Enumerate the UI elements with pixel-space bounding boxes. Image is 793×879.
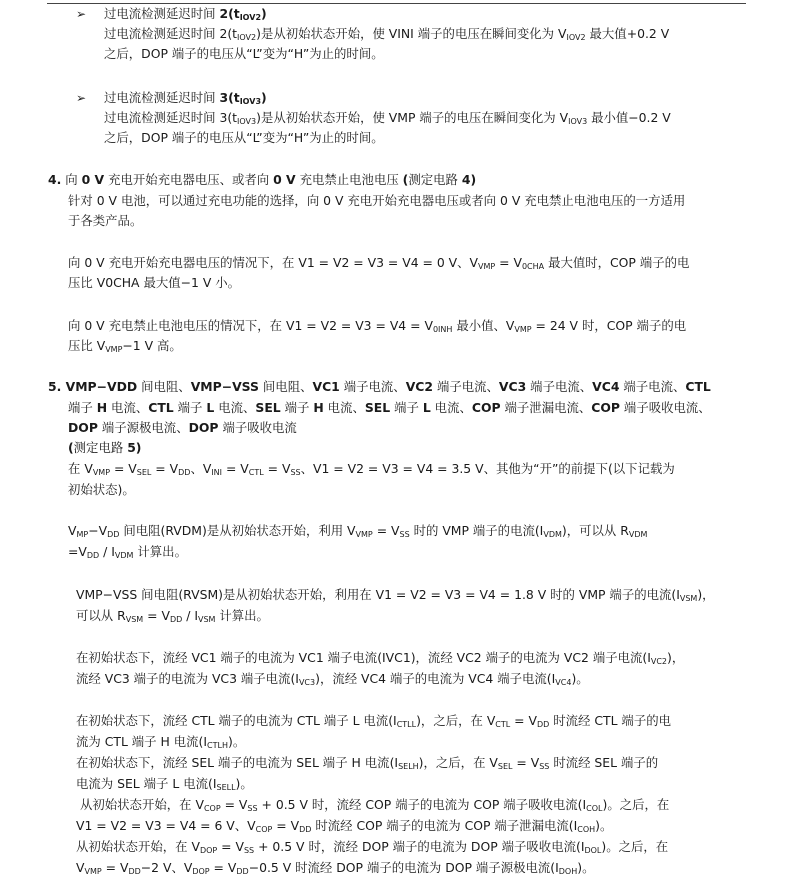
heading-run: L [422, 400, 431, 415]
heading-run: 端子 [173, 400, 207, 415]
bullet-text-line: 之后，DOP 端子的电压从“L”变为“H”为止的时间。 [104, 46, 384, 61]
heading-run: 端子吸收电流 [218, 420, 297, 435]
heading-run: 5. VMP−VDD [48, 379, 138, 394]
bullet-text-line: 过电流检测延迟时间 $3(t_{IOV3})$是从初始状态开始，使 VMP 端子的电压在瞬间变化为 $V_{IOV3}$ 最小值−0.2 V [104, 110, 671, 126]
paragraph-line: $=V_{DD} / I_{VDM}$ 计算出。 [68, 544, 187, 560]
bullet-title: 过电流检测延迟时间 $2(t_{IOV2})$ [104, 6, 267, 22]
paragraph-line: 流为 CTL 端子 H 电流$(I_{CTLH})$。 [76, 734, 246, 750]
heading-run: 电流、 [430, 400, 472, 415]
heading-run: 端子电流、 [619, 379, 686, 394]
paragraph-line: 在 $V_{VMP} = V_{SEL} = V_{DD}$、$V_{INI} = V_{CTL} = V_{SS}$、V1 = V2 = V3 = V4 = 3.5 V、其他为“开”的前提下(以下记载为 [68, 461, 675, 477]
heading-run: DOP [68, 420, 98, 435]
section-4-heading: 4. 向 0 V 充电开始充电器电压、或者向 0 V 充电禁止电池电压 (测定电路 4) [48, 172, 477, 187]
heading-run: VC1 [312, 379, 340, 394]
heading-run: H [96, 400, 108, 415]
heading-run: 端子电流、 [433, 379, 499, 394]
heading-run: VC2 [405, 379, 434, 394]
heading-run: CTL [685, 379, 711, 394]
arrow-bullet-icon: ➢ [76, 91, 87, 105]
heading-run: 端子 [68, 400, 97, 415]
heading-run: 端子泄漏电流、 [500, 400, 592, 415]
section-5-heading-line-3 [68, 418, 297, 438]
paragraph-line: 初始状态)。 [68, 482, 135, 497]
paragraph-line: $V_{VMP} = V_{DD}-2$ V、$V_{DOP} = V_{DD}-0.5$ V 时流经 DOP 端子的电流为 DOP 端子源极电流$(I_{DOH})$。 [76, 860, 595, 876]
heading-run: H [313, 400, 324, 415]
bullet-text-line: 过电流检测延迟时间 $2(t_{IOV2})$是从初始状态开始，使 VINI 端子的电压在瞬间变化为 $V_{IOV2}$ 最大值+0.2 V [104, 26, 670, 42]
heading-run: VMP−VSS [190, 379, 259, 394]
bullet-title: 过电流检测延迟时间 $3(t_{IOV3})$ [104, 90, 267, 106]
heading-run: 端子吸收电流、 [619, 400, 711, 415]
paragraph-line: 在初始状态下，流经 SEL 端子的电流为 SEL 端子 H 电流$(I_{SELH})$，之后，在 $V_{SEL} = V_{SS}$ 时流经 SEL 端子的 [76, 755, 659, 771]
paragraph-line: 针对 0 V 电池，可以通过充电功能的选择，向 0 V 充电开始充电器电压或者向 0 V 充电禁止电池电压的一方适用 [68, 193, 686, 208]
paragraph-line: 压比 $V_{VMP}-1$ V 高。 [68, 338, 182, 354]
bullet-text-line: 之后，DOP 端子的电压从“L”变为“H”为止的时间。 [104, 130, 384, 145]
heading-run: 电流、 [323, 400, 365, 415]
heading-run: L [206, 400, 215, 415]
heading-run: SEL [364, 400, 391, 415]
heading-run: 端子 [280, 400, 314, 415]
paragraph-line: 在初始状态下，流经 CTL 端子的电流为 CTL 端子 L 电流$(I_{CTLL})$，之后，在 $V_{CTL} = V_{DD}$ 时流经 CTL 端子的电 [76, 713, 671, 729]
paragraph-line: 于各类产品。 [68, 213, 143, 228]
section-5-heading-line-2 [68, 398, 711, 418]
heading-run: 端子电流、 [526, 379, 593, 394]
paragraph-line: $V_{MP}-V_{DD}$ 间电阻(RVDM)是从初始状态开始，利用 $V_{VMP} = V_{SS}$ 时的 VMP 端子的电流$(I_{VDM})$，可以从 $R_{VDM}$ [68, 523, 648, 539]
heading-run: COP [471, 400, 501, 415]
heading-run: SEL [255, 400, 281, 415]
paragraph-line: 向 0 V 充电禁止电池电压的情况下，在 $V1 = V2 = V3 = V4 = V_{0INH}$ 最小值、$V_{VMP} = 24$ V 时，COP 端子的电 [68, 318, 687, 334]
heading-run: 间电阻、 [137, 379, 191, 394]
heading-run: DOP [188, 420, 219, 435]
paragraph-line: V1 = V2 = V3 = V4 = 6 V、$V_{COP} = V_{DD}$ 时流经 COP 端子的电流为 COP 端子泄漏电流$(I_{COH})$。 [76, 818, 613, 834]
heading-run: 端子 [390, 400, 423, 415]
paragraph-line: VMP−VSS 间电阻(RVSM)是从初始状态开始，利用在 V1 = V2 = V3 = V4 = 1.8 V 时的 VMP 端子的电流$(I_{VSM})$， [76, 587, 715, 603]
heading-run: 端子源极电流、 [97, 420, 189, 435]
paragraph-line: 从初始状态开始，在 $V_{COP} = V_{SS} + 0.5$ V 时，流经 COP 端子的电流为 COP 端子吸收电流$(I_{COL})$。之后，在 [80, 797, 670, 813]
paragraph-line: 压比 V0CHA 最大值−1 V 小。 [68, 275, 241, 290]
section-5-heading-circuit: (测定电路 5) [68, 440, 142, 455]
paragraph-line: 电流为 SEL 端子 L 电流$(I_{SELL})$。 [76, 776, 253, 792]
paragraph-line: 可以从 $R_{VSM} = V_{DD} / I_{VSM}$ 计算出。 [76, 608, 269, 624]
heading-run: 电流、 [214, 400, 256, 415]
heading-run: 端子电流、 [339, 379, 406, 394]
paragraph-line: 从初始状态开始，在 $V_{DOP} = V_{SS} + 0.5$ V 时，流经 DOP 端子的电流为 DOP 端子吸收电流$(I_{DOL})$。之后，在 [76, 839, 669, 855]
heading-run: 电流、 [107, 400, 149, 415]
heading-run: COP [591, 400, 620, 415]
paragraph-line: 向 0 V 充电开始充电器电压的情况下，在 V1 = V2 = V3 = V4 = 0 V、$V_{VMP} = V_{0CHA}$ 最大值时，COP 端子的电 [68, 255, 690, 271]
paragraph-line: 在初始状态下，流经 VC1 端子的电流为 VC1 端子电流(IVC1)，流经 VC2 端子的电流为 VC2 端子电流$(I_{VC2})$， [76, 650, 685, 666]
heading-run: CTL [148, 400, 174, 415]
section-5-heading-line-1 [48, 377, 711, 397]
heading-run: 间电阻、 [258, 379, 313, 394]
heading-run: VC3 [498, 379, 527, 394]
heading-run: VC4 [592, 379, 620, 394]
arrow-bullet-icon: ➢ [76, 7, 87, 21]
paragraph-line: 流经 VC3 端子的电流为 VC3 端子电流$(I_{VC3})$，流经 VC4 端子的电流为 VC4 端子电流$(I_{VC4})$。 [76, 671, 589, 687]
